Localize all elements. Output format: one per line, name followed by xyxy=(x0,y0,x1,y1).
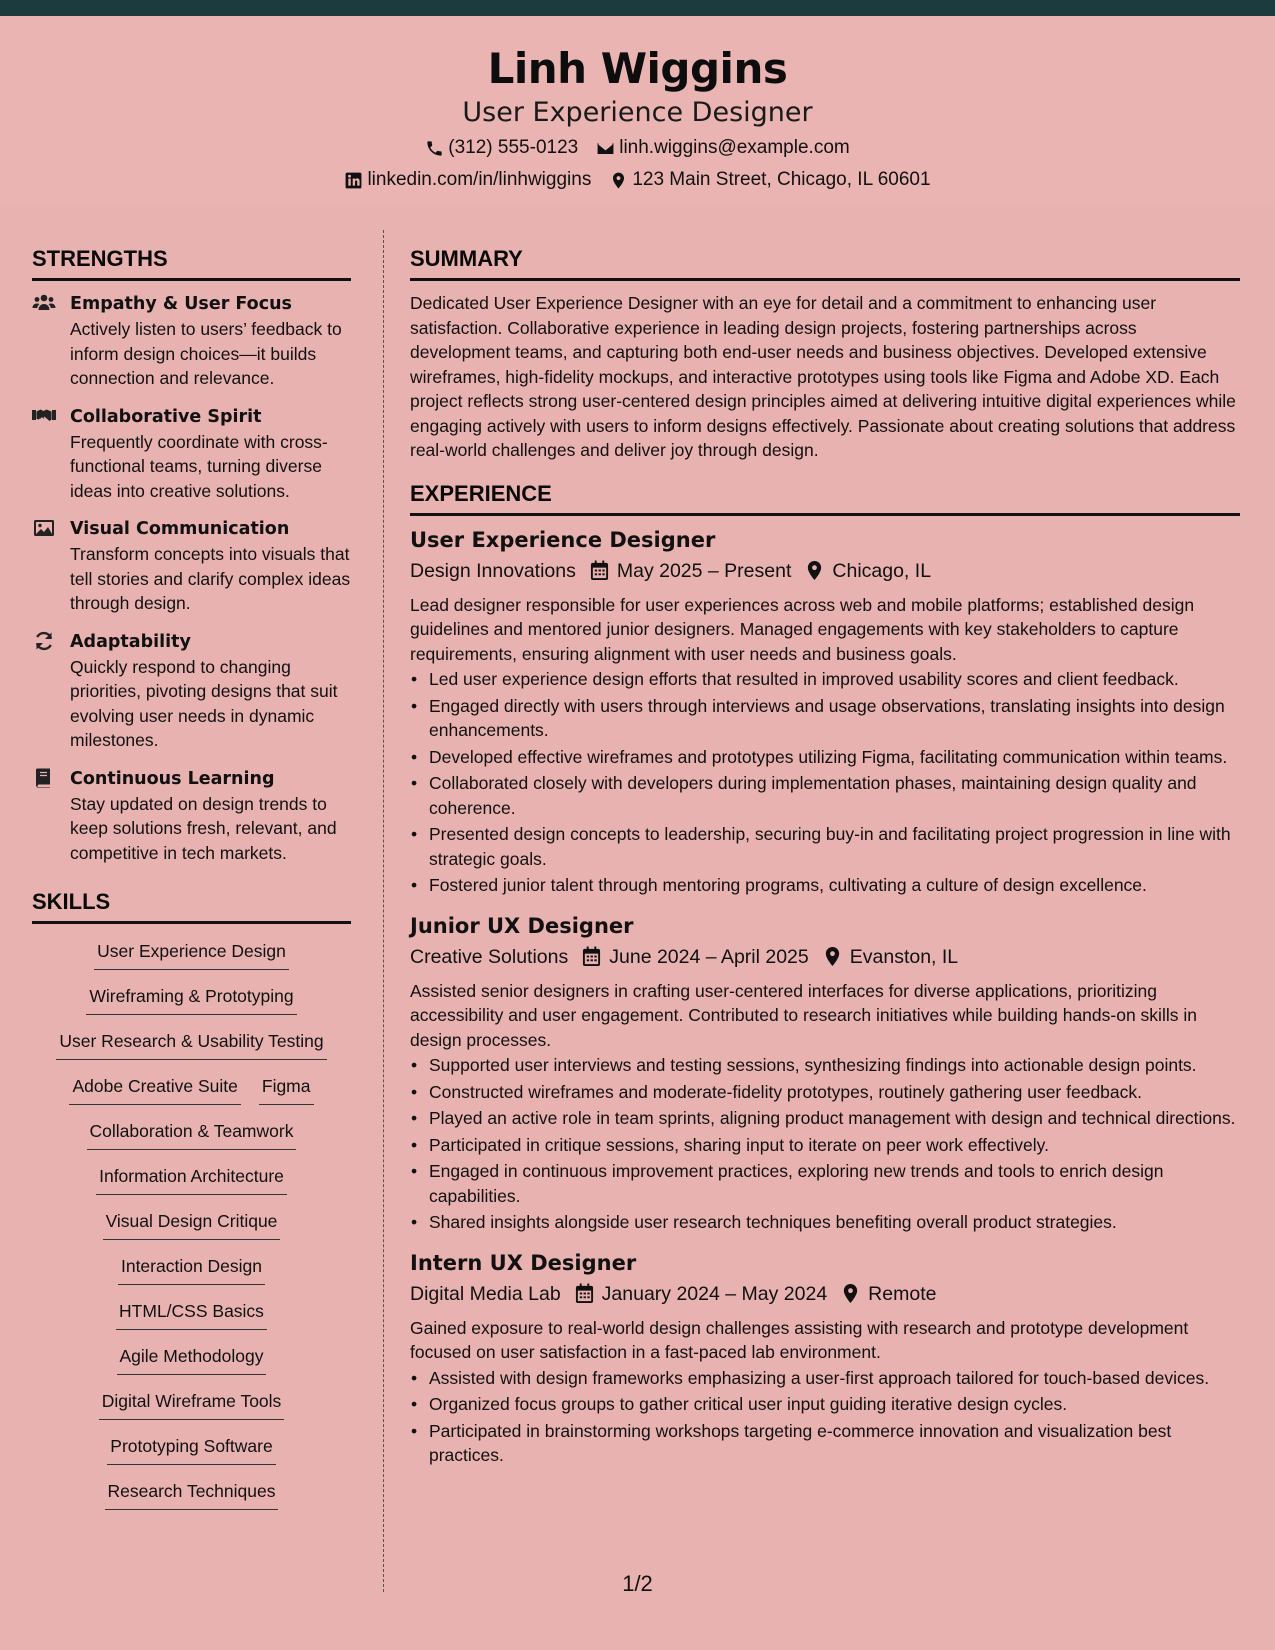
skill-tag: Interaction Design xyxy=(118,1253,265,1285)
job-meta xyxy=(410,1278,1240,1310)
right-column xyxy=(410,244,1240,1470)
bullet-item: • Fostered junior talent through mentoring programs, cultivating a culture of design excellence. xyxy=(410,873,1240,898)
bullet-item: • Participated in critique sessions, sharing input to iterate on peer work effectively. xyxy=(410,1133,1240,1158)
skill-tag: User Experience Design xyxy=(94,938,289,970)
users-icon xyxy=(32,293,56,313)
column-divider xyxy=(383,230,384,1592)
phone-text: (312) 555-0123 xyxy=(448,137,579,158)
calendar-icon xyxy=(582,946,601,967)
contact-row-1 xyxy=(0,136,1275,160)
contact-email[interactable] xyxy=(596,136,850,160)
contact-address xyxy=(609,168,930,192)
job-dates: January 2024 – May 2024 xyxy=(601,1282,828,1305)
skill-row xyxy=(118,1253,265,1298)
strength-desc: Quickly respond to changing priorities, pivoting designs that suit evolving user needs in dynamic milestones. xyxy=(70,656,338,750)
envelope-icon xyxy=(596,139,615,158)
top-bar xyxy=(0,0,1275,16)
job-entry xyxy=(410,526,1240,898)
bullet-item: • Presented design concepts to leadership, securing buy-in and facilitating project progression in line with strategic goals. xyxy=(410,822,1240,871)
job-entry xyxy=(410,1249,1240,1468)
bullet-item: • Engaged directly with users through interviews and usage observations, translating insights into design enhancements. xyxy=(410,694,1240,743)
map-pin-icon xyxy=(609,171,628,190)
candidate-name: Linh Wiggins xyxy=(487,44,788,93)
strength-title: Continuous Learning xyxy=(70,768,275,789)
skill-tag: HTML/CSS Basics xyxy=(116,1298,267,1330)
bullet-item: • Played an active role in team sprints, aligning product management with design and technical directions. xyxy=(410,1106,1240,1131)
skill-tag: User Research & Usability Testing xyxy=(56,1028,326,1060)
skill-row xyxy=(94,938,289,983)
summary-heading: SUMMARY xyxy=(410,244,1240,281)
job-meta xyxy=(410,555,1240,587)
email-text: linh.wiggins@example.com xyxy=(619,137,850,158)
skill-row xyxy=(96,1163,287,1208)
handshake-icon xyxy=(32,406,56,426)
skill-row xyxy=(105,1478,279,1523)
job-location: Evanston, IL xyxy=(849,945,959,968)
job-bullets xyxy=(410,1053,1240,1235)
bullet-item: • Assisted with design frameworks emphasizing a user-first approach tailored for touch-based devices. xyxy=(410,1366,1240,1391)
skill-row xyxy=(107,1433,275,1478)
contact-linkedin[interactable] xyxy=(344,168,591,192)
page-number: 1/2 xyxy=(622,1571,653,1596)
skills-list xyxy=(32,938,351,1523)
skill-tag: Adobe Creative Suite xyxy=(69,1073,240,1105)
job-location: Remote xyxy=(868,1282,937,1305)
skill-tag: Figma xyxy=(259,1073,314,1105)
book-icon xyxy=(32,768,56,788)
strength-desc: Frequently coordinate with cross-functional teams, turning diverse ideas into creative solutions. xyxy=(70,431,328,501)
sync-icon xyxy=(32,631,56,651)
job-entry xyxy=(410,912,1240,1235)
strength-item xyxy=(32,516,351,616)
bullet-item: • Led user experience design efforts that resulted in improved usability scores and client feedback. xyxy=(410,667,1240,692)
calendar-icon xyxy=(575,1283,594,1304)
skill-row xyxy=(56,1028,326,1073)
calendar-icon xyxy=(590,560,609,581)
strength-title: Collaborative Spirit xyxy=(70,406,262,427)
skill-row xyxy=(117,1343,267,1388)
job-location: Chicago, IL xyxy=(832,559,932,582)
skill-tag: Digital Wireframe Tools xyxy=(99,1388,285,1420)
map-pin-icon xyxy=(841,1283,860,1304)
job-dates: May 2025 – Present xyxy=(616,559,792,582)
bullet-item: • Shared insights alongside user research techniques benefiting overall product strategies. xyxy=(410,1210,1240,1235)
map-pin-icon xyxy=(805,560,824,581)
left-column xyxy=(32,244,351,1523)
contact-phone xyxy=(425,136,578,160)
job-description: Assisted senior designers in crafting user-centered interfaces for diverse applications, prioritizing accessibility and user engagement. Contributed to research initiatives while building hands-on skills in design processes. xyxy=(410,980,1197,1050)
job-title: User Experience Designer xyxy=(410,527,716,552)
skills-heading: SKILLS xyxy=(32,887,351,924)
strength-desc: Transform concepts into visuals that tell stories and clarify complex ideas through design. xyxy=(70,544,351,613)
linkedin-text: linkedin.com/in/linhwiggins xyxy=(367,169,592,190)
job-company: Creative Solutions xyxy=(410,945,569,968)
skill-row xyxy=(87,1118,297,1163)
address-text: 123 Main Street, Chicago, IL 60601 xyxy=(632,169,931,190)
bullet-item: • Collaborated closely with developers during implementation phases, maintaining design quality and coherence. xyxy=(410,771,1240,820)
job-title: Junior UX Designer xyxy=(410,913,634,938)
strength-item xyxy=(32,766,351,866)
job-dates: June 2024 – April 2025 xyxy=(609,945,809,968)
bullet-item: • Developed effective wireframes and prototypes utilizing Figma, facilitating communication within teams. xyxy=(410,745,1240,770)
job-description: Lead designer responsible for user experiences across web and mobile platforms; established design guidelines and mentored junior designers. Managed engagements with key stakeholders to capture requirements, ensuring alignment with user needs and business goals. xyxy=(410,594,1195,664)
strengths-heading: STRENGTHS xyxy=(32,244,351,281)
skill-tag: Prototyping Software xyxy=(107,1433,275,1465)
linkedin-icon xyxy=(344,171,363,190)
job-title: Intern UX Designer xyxy=(410,1250,637,1275)
strength-title: Empathy & User Focus xyxy=(70,294,292,314)
skill-tag: Information Architecture xyxy=(96,1163,287,1195)
resume-header xyxy=(0,16,1275,204)
job-meta xyxy=(410,941,1240,973)
skill-tag: Wireframing & Prototyping xyxy=(86,983,296,1015)
job-description: Gained exposure to real-world design challenges assisting with research and prototype development focused on user satisfaction in a fast-paced lab environment. xyxy=(410,1317,1189,1362)
bullet-item: • Organized focus groups to gather critical user input guiding iterative design cycles. xyxy=(410,1392,1240,1417)
experience-heading: EXPERIENCE xyxy=(410,479,1240,516)
skill-row xyxy=(69,1073,313,1118)
skill-tag: Research Techniques xyxy=(105,1478,279,1510)
bullet-item: • Constructed wireframes and moderate-fidelity prototypes, routinely gathering user feedback. xyxy=(410,1080,1240,1105)
skill-tag: Collaboration & Teamwork xyxy=(87,1118,297,1150)
skill-row xyxy=(116,1298,267,1343)
summary-text: Dedicated User Experience Designer with an eye for detail and a commitment to enhancing user satisfaction. Collaborative experience in leading design projects, fostering partnerships across development teams, and capturing both end-user needs and business objectives. Developed extensive wireframes, high-fidelity mockups, and interactive prototypes using tools like Figma and Adobe XD. Each project reflects strong user-centered design principles aimed at delivering intuitive digital experiences while engaging actively with users to inform designs effectively. Passionate about creating solutions that address real-world challenges and deliver joy through design. xyxy=(410,293,1236,460)
skill-row xyxy=(86,983,296,1028)
strength-desc: Actively listen to users’ feedback to inform design choices—it builds connection and relevance. xyxy=(70,319,342,388)
phone-icon xyxy=(425,139,444,158)
skill-row xyxy=(99,1388,285,1433)
job-company: Digital Media Lab xyxy=(410,1282,561,1305)
candidate-title: User Experience Designer xyxy=(462,97,813,128)
strength-item xyxy=(32,404,351,504)
strengths-list xyxy=(32,291,351,865)
strength-title: Adaptability xyxy=(70,631,191,652)
strength-item xyxy=(32,629,351,753)
bullet-item: • Supported user interviews and testing sessions, synthesizing findings into actionable design points. xyxy=(410,1053,1240,1078)
bullet-item: • Participated in brainstorming workshops targeting e-commerce innovation and visualization best practices. xyxy=(410,1419,1240,1468)
skill-tag: Agile Methodology xyxy=(117,1343,267,1375)
strength-title: Visual Communication xyxy=(70,519,290,539)
bullet-item: • Engaged in continuous improvement practices, exploring new trends and tools to enrich design capabilities. xyxy=(410,1159,1240,1208)
map-pin-icon xyxy=(823,946,842,967)
skill-tag: Visual Design Critique xyxy=(103,1208,281,1240)
job-company: Design Innovations xyxy=(410,559,576,582)
skill-row xyxy=(103,1208,281,1253)
strength-desc: Stay updated on design trends to keep solutions fresh, relevant, and competitive in tech markets. xyxy=(70,793,337,863)
contact-row-2 xyxy=(0,168,1275,192)
strength-item xyxy=(32,291,351,391)
image-icon xyxy=(32,518,56,538)
job-bullets xyxy=(410,1366,1240,1468)
job-bullets xyxy=(410,667,1240,898)
